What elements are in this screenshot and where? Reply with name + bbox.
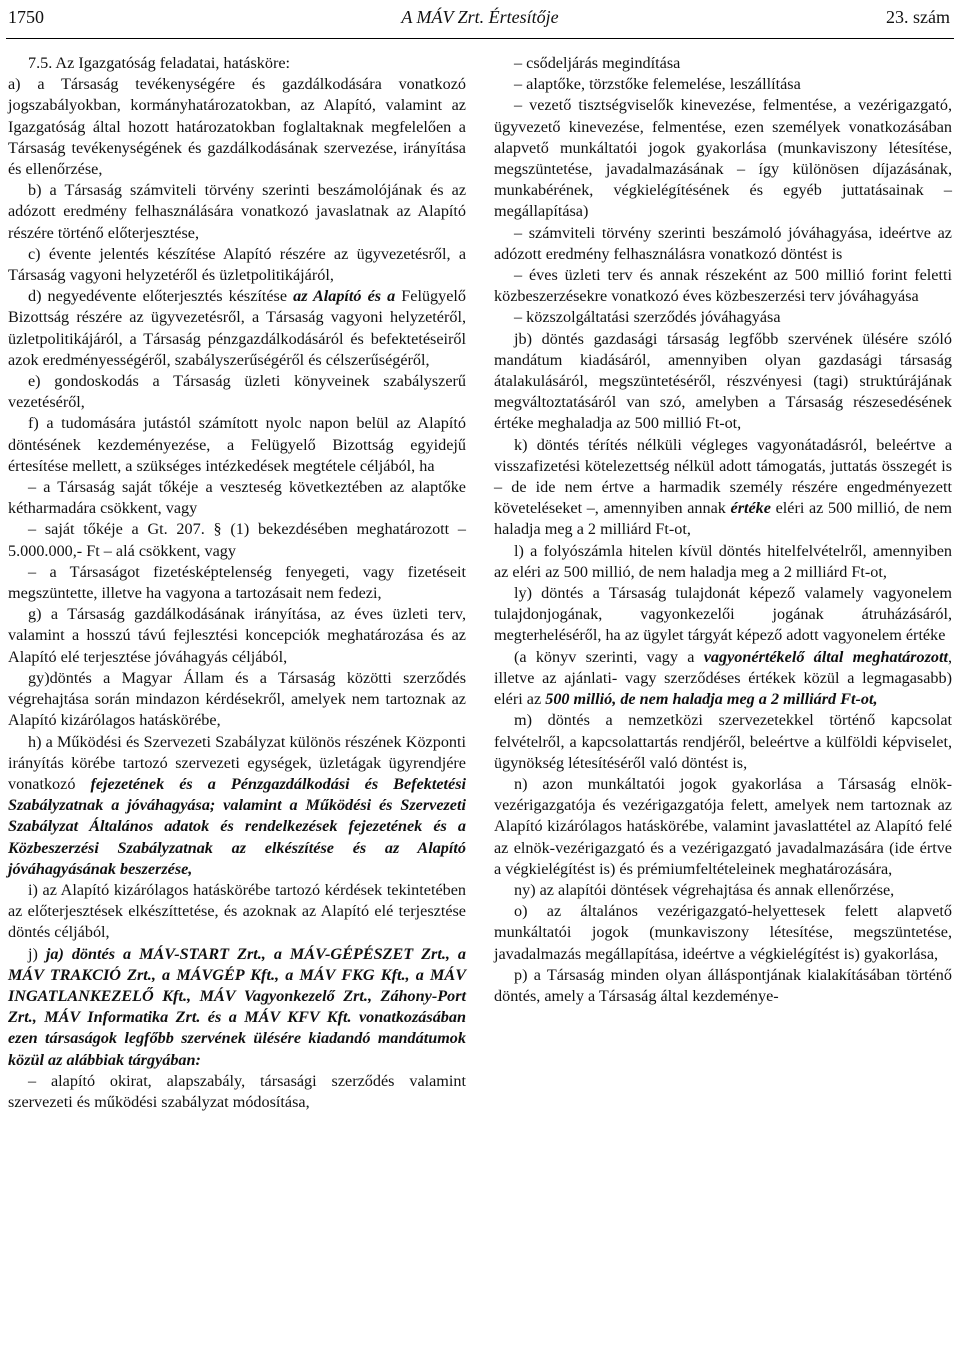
text-span: j) xyxy=(28,944,38,963)
paragraph: – a Társaságot fizetésképtelenség fenyegeti, vagy fizetéseit megszüntette, illetve ha vagyona a tartozásait nem fedezi, xyxy=(8,562,466,603)
list-item: – alaptőke, törzstőke felemelése, leszállítása xyxy=(514,75,801,94)
paragraph: gy)döntés a Magyar Állam és a Társaság közötti szerződés végrehajtása során mindazon kérdésekről, amelyek nem tartoznak az Alapító kizárólagos hatáskörébe, xyxy=(8,668,466,730)
paragraph: i) az Alapító kizárólagos hatáskörébe tartozó kérdések tekintetében az előterjesztések elkészíttetése, és azoknak az Alapító elé terjesztése döntés céljából, xyxy=(8,880,466,942)
text-span: eléri az 500 millió, de nem haladja meg a 2 milliárd Ft-ot, xyxy=(494,499,953,539)
list-item: – éves üzleti terv és annak részeként az 500 millió forint feletti közbeszerzésekre vonatkozó éves közbeszerzési terv jóváhagyása xyxy=(494,266,952,306)
paragraph: ly) döntés a Társaság tulajdonát képező valamely vagyonelem tulajdonjogának, vagyonkezelői jogának átruházásáról, megterheléséről, ha az ügylet tárgyát képező adott vagyonelem értéke xyxy=(494,584,952,645)
emphasis: ja) döntés a MÁV-START Zrt., a MÁV-GÉPÉSZET Zrt., a MÁV TRAKCIÓ Zrt., a MÁVGÉP Kft., a MÁV FKG Kft., a MÁV INGATLANKEZELŐ Kft., MÁV Vagyonkezelő Zrt., Záhony-Port Zrt., MÁV Informatika Zrt. és a MÁV KFV Kft. vonatkozásában ezen társaságok legfőbb szervének ülésére kiadandó mandátumok közül az alábbiak tárgyában: xyxy=(8,944,467,1069)
paragraph xyxy=(8,732,466,880)
paragraph xyxy=(8,286,466,371)
paragraph: f) a tudomására jutástól számított nyolc napon belül az Alapító döntésének kezdeményezése, a Felügyelő Bizottság egyidejű értesítése mellett, a szükséges intézkedések megtétele céljából, ha xyxy=(8,414,466,475)
paragraph: l) a folyószámla hitelen kívül döntés hitelfelvételről, amennyiben az eléri az 500 millió, de nem haladja meg a 2 milliárd Ft-ot, xyxy=(494,541,952,581)
paragraph xyxy=(8,944,466,1071)
emphasis: vagyonértékelő által meghatározott xyxy=(703,647,948,666)
list-item: – közszolgáltatási szerződés jóváhagyása xyxy=(514,308,781,327)
emphasis: fejezetének és a Pénzgazdálkodási és Befektetési Szabályzatnak a jóváhagyása; valamint a Működési és Szervezeti Szabályzat Általános adatok és rendelkezések fejezetének és a Közbeszerzési Szabályzatnak az elkészítése és az Alapító jóváhagyásának beszerzése, xyxy=(8,774,466,878)
list-item: – számviteli törvény szerinti beszámoló jóváhagyása, ideértve az adózott eredmény felhasználásra vonatkozó döntést is xyxy=(494,223,952,263)
paragraph: g) a Társaság gazdálkodásának irányítása, az éves üzleti terv, valamint a hosszú távú fejlesztési koncepciók meghatározása és az Alapító elé terjesztése jóváhagyás céljából, xyxy=(8,605,466,666)
emphasis: az Alapító és a xyxy=(293,287,396,306)
text-span: h) a Működési és Szervezeti Szabályzat különös részének Központi irányítás körébe tartozó szervezeti egységek, üzletágak ügyrendjére vonatkozó xyxy=(8,732,466,793)
text-span: Felügyelő Bizottság részére az ügyvezetésről, a Társaság vagyoni helyzetéről, üzletpolitikájáról, a Társaság pénzgazdálkodásáról és befektetéseiről azok eredményességéről, szabályszerűségéről és célszerűségéről, xyxy=(8,287,467,369)
paragraph: – alapító okirat, alapszabály, társasági szerződés valamint szervezeti és működési szabályzat módosítása, xyxy=(8,1071,466,1111)
paragraph: m) döntés a nemzetközi szervezetekkel történő kapcsolat felvételről, a kapcsolattartás rendjéről, beleértve a külföldi képviselet, ügynökség létesítéséről való döntést is, xyxy=(494,711,952,772)
page-header xyxy=(0,0,960,40)
section-heading: 7.5. Az Igazgatóság feladatai, hatásköre: xyxy=(28,54,291,72)
paragraph: n) azon munkáltatói jogok gyakorlása a Társaság elnök-vezérigazgatója és vezérigazgatója felett, amelyek nem tartoznak az Alapító kizárólagos hatáskörébe, valamint javaslattétel az Alapító felé az elnök-vezérigazgató és a vezérigazgató javadalmazására (ide értve a végkielégítést is) és prémiumfeltételeinek meghatározására, xyxy=(494,774,952,878)
header-rule xyxy=(6,38,954,39)
emphasis: értéke xyxy=(730,499,771,518)
list-item: – vezető tisztségviselők kinevezése, felmentése, a vezérigazgató, ügyvezető kinevezése, felmentése, ezen személyek vonatkozásában alapvető munkáltatói jogok gyakorlása (munkaviszony létesítése, megszüntetése, javadalmazásának – így különösen díjazásának, munkabérének, végkielégítésének és egyéb juttatásainak – megállapítása) xyxy=(494,96,952,221)
paragraph xyxy=(494,435,952,541)
text-span: k) döntés térítés nélküli végleges vagyonátadásról, beleértve a visszafizetési kötelezettség nélkül adott támogatás, juttatás összegét is – de ide nem értve a harmadik személy részére engedményezett követeléseket –, amennyiben annak xyxy=(494,435,952,518)
paragraph: – a Társaság saját tőkéje a veszteség következtében az alaptőke kétharmadára csökkent, vagy xyxy=(8,478,466,518)
left-column xyxy=(8,53,466,1113)
paragraph: – saját tőkéje a Gt. 207. § (1) bekezdésében meghatározott – 5.000.000,- Ft – alá csökkent, vagy xyxy=(8,520,466,560)
paragraph: b) a Társaság számviteli törvény szerinti beszámolójának és az adózott eredmény felhasználására vonatkozó javaslatnak az Alapító részére történő előterjesztése, xyxy=(8,181,466,242)
journal-title: A MÁV Zrt. Értesítője xyxy=(401,7,559,27)
paragraph: a) a Társaság tevékenységére és gazdálkodására vonatkozó jogszabályokban, kormányhatározatokban, az Alapító, valamint az Igazgatóság által hozott határozatokban foglaltaknak megfelelően a Társaság tevékenységének és gazdálkodásának szervezése, irányítása és ellenőrzése, xyxy=(8,75,466,179)
paragraph: ny) az alapítói döntések végrehajtása és annak ellenőrzése, xyxy=(514,880,895,899)
emphasis: 500 millió, de nem haladja meg a 2 milliárd Ft-ot, xyxy=(545,690,878,709)
text-span: , illetve az ajánlati- vagy szerződéses értékek közül a legmagasabb) eléri az xyxy=(494,647,953,709)
paragraph: p) a Társaság minden olyan álláspontjának kialakításában történő döntés, amely a Társaság által kezdeménye- xyxy=(494,965,952,1005)
right-column xyxy=(494,53,952,1007)
paragraph: e) gondoskodás a Társaság üzleti könyveinek szabályszerű vezetéséről, xyxy=(8,372,466,412)
text-span: (a könyv szerinti, vagy a xyxy=(514,647,695,666)
paragraph: jb) döntés gazdasági társaság legfőbb szervének ülésére szóló mandátum kiadásáról, amennyiben olyan gazdasági társaság átalakulásáról, megszüntetéséről, részvényesi (tagi) struktúrájának megváltoztatásáról van szó, amelyben a Társaság részesedésének értéke meghaladja az 500 millió Ft-ot, xyxy=(494,329,952,433)
text-span: d) negyedévente előterjesztés készítése xyxy=(28,287,288,306)
page-number: 1750 xyxy=(8,7,44,27)
paragraph: o) az általános vezérigazgató-helyettesek felett alapvető munkáltatói jogok (munkaviszony létesítése, megszüntetése, javadalmazás megállapítása, ideértve a végkielégítést is) gyakorlása, xyxy=(494,902,952,963)
paragraph: c) évente jelentés készítése Alapító részére az ügyvezetésről, a Társaság vagyoni helyzetéről és üzletpolitikájáról, xyxy=(8,244,466,285)
list-item: – csődeljárás megindítása xyxy=(514,54,681,72)
paragraph xyxy=(494,647,952,711)
issue-number: 23. szám xyxy=(886,7,950,27)
